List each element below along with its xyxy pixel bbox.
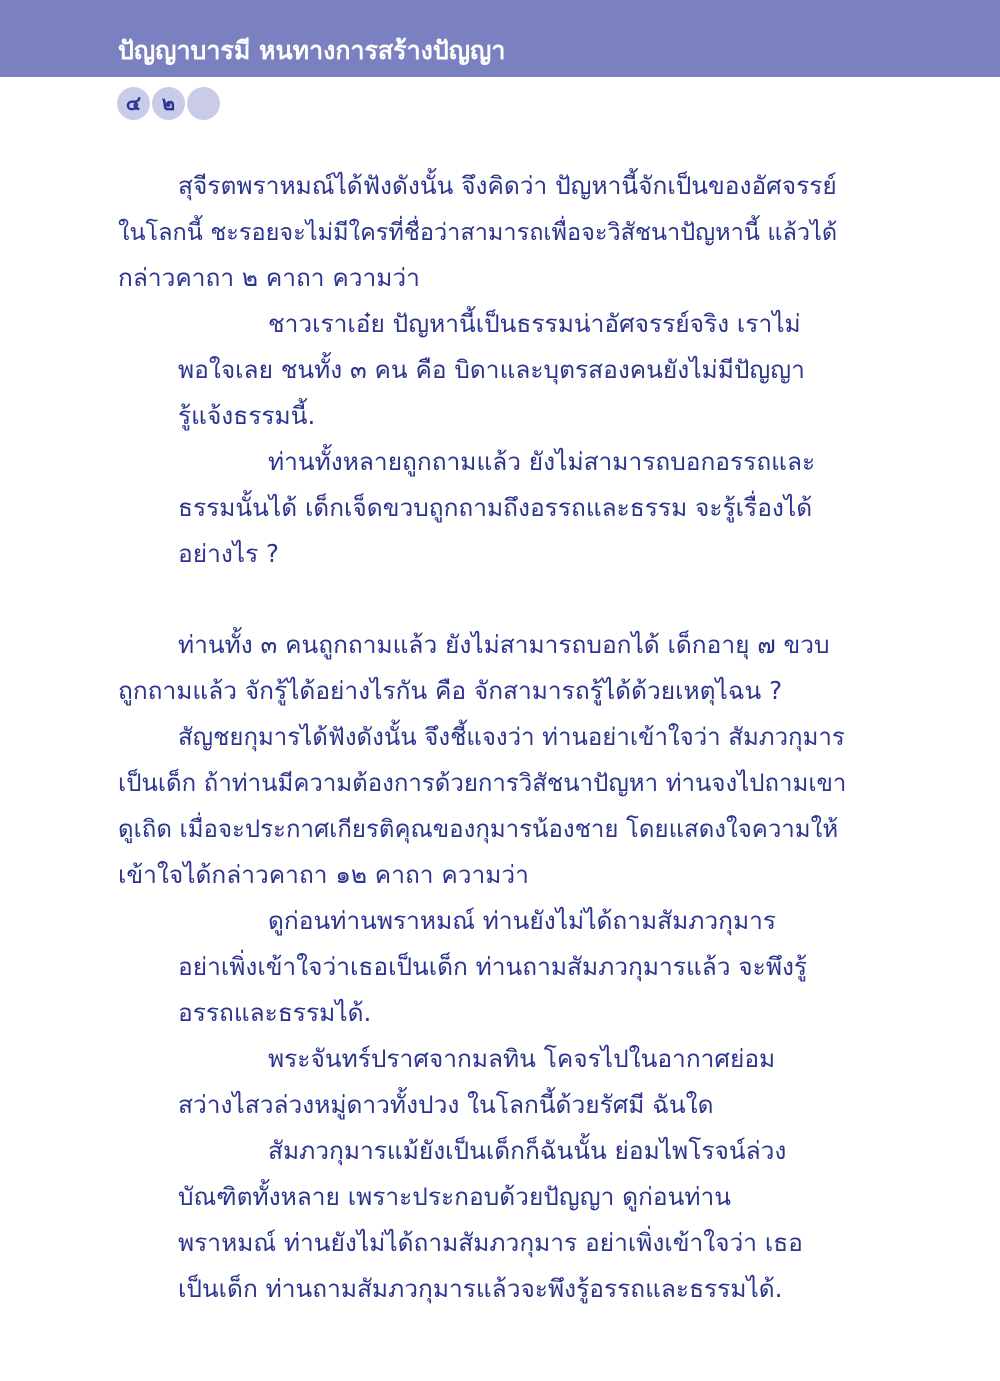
page-header-title: ปัญญาบารมี หนทางการสร้างปัญญา xyxy=(118,36,506,65)
page-number-digit: ๔ xyxy=(117,87,150,120)
verse-line: ธรรมนั้นได้ เด็กเจ็ดขวบถูกถามถึงอรรถและธรรม จะรู้เรื่องได้ xyxy=(178,493,813,522)
verse-line: บัณฑิตทั้งหลาย เพราะประกอบด้วยปัญญา ดูก่อนท่าน xyxy=(178,1182,732,1211)
body-line: เข้าใจได้กล่าวคาถา ๑๒ คาถา ความว่า xyxy=(118,860,529,889)
verse-line: ท่านทั้งหลายถูกถามแล้ว ยังไม่สามารถบอกอรรถและ xyxy=(268,447,816,476)
page-number-digit: ๒ xyxy=(152,87,185,120)
verse-line: สัมภวกุมารแม้ยังเป็นเด็กก็ฉันนั้น ย่อมไพโรจน์ล่วง xyxy=(268,1136,787,1165)
verse-line: รู้แจ้งธรรมนี้. xyxy=(178,401,316,430)
body-line: สุจีรตพราหมณ์ได้ฟังดังนั้น จึงคิดว่า ปัญหานี้จักเป็นของอัศจรรย์ xyxy=(178,171,837,200)
body-line: เป็นเด็ก ถ้าท่านมีความต้องการด้วยการวิสัชนาปัญหา ท่านจงไปถามเขา xyxy=(118,769,847,797)
body-line: ท่านทั้ง ๓ คนถูกถามแล้ว ยังไม่สามารถบอกได้ เด็กอายุ ๗ ขวบ xyxy=(178,630,830,659)
verse-line: พราหมณ์ ท่านยังไม่ได้ถามสัมภวกุมาร อย่าเพิ่งเข้าใจว่า เธอ xyxy=(178,1228,803,1257)
page-number-dot xyxy=(187,87,220,120)
verse-line: อย่างไร ? xyxy=(178,539,280,568)
body-line: ในโลกนี้ ชะรอยจะไม่มีใครที่ชื่อว่าสามารถเพื่อจะวิสัชนาปัญหานี้ แล้วได้ xyxy=(118,218,838,246)
body-line: ถูกถามแล้ว จักรู้ได้อย่างไรกัน คือ จักสามารถรู้ได้ด้วยเหตุไฉน ? xyxy=(118,676,783,705)
verse-line: พระจันทร์ปราศจากมลทิน โคจรไปในอากาศย่อม xyxy=(268,1044,776,1073)
verse-line: อย่าเพิ่งเข้าใจว่าเธอเป็นเด็ก ท่านถามสัมภวกุมารแล้ว จะพึงรู้ xyxy=(178,952,808,981)
body-line: กล่าวคาถา ๒ คาถา ความว่า xyxy=(118,263,420,292)
verse-line: ดูก่อนท่านพราหมณ์ ท่านยังไม่ได้ถามสัมภวกุมาร xyxy=(268,906,777,935)
body-line: ดูเถิด เมื่อจะประกาศเกียรติคุณของกุมารน้องชาย โดยแสดงใจความให้ xyxy=(118,815,839,843)
verse-line: เป็นเด็ก ท่านถามสัมภวกุมารแล้วจะพึงรู้อรรถและธรรมได้. xyxy=(178,1274,783,1303)
body-line: สัญชยกุมารได้ฟังดังนั้น จึงชี้แจงว่า ท่านอย่าเข้าใจว่า สัมภวกุมาร xyxy=(178,723,845,751)
verse-line: อรรถและธรรมได้. xyxy=(178,998,372,1027)
verse-line: ชาวเราเอ๋ย ปัญหานี้เป็นธรรมน่าอัศจรรย์จริง เราไม่ xyxy=(268,309,801,338)
verse-line: สว่างไสวล่วงหมู่ดาวทั้งปวง ในโลกนี้ด้วยรัศมี ฉันใด xyxy=(178,1090,714,1119)
verse-line: พอใจเลย ชนทั้ง ๓ คน คือ บิดาและบุตรสองคนยังไม่มีปัญญา xyxy=(178,355,805,384)
